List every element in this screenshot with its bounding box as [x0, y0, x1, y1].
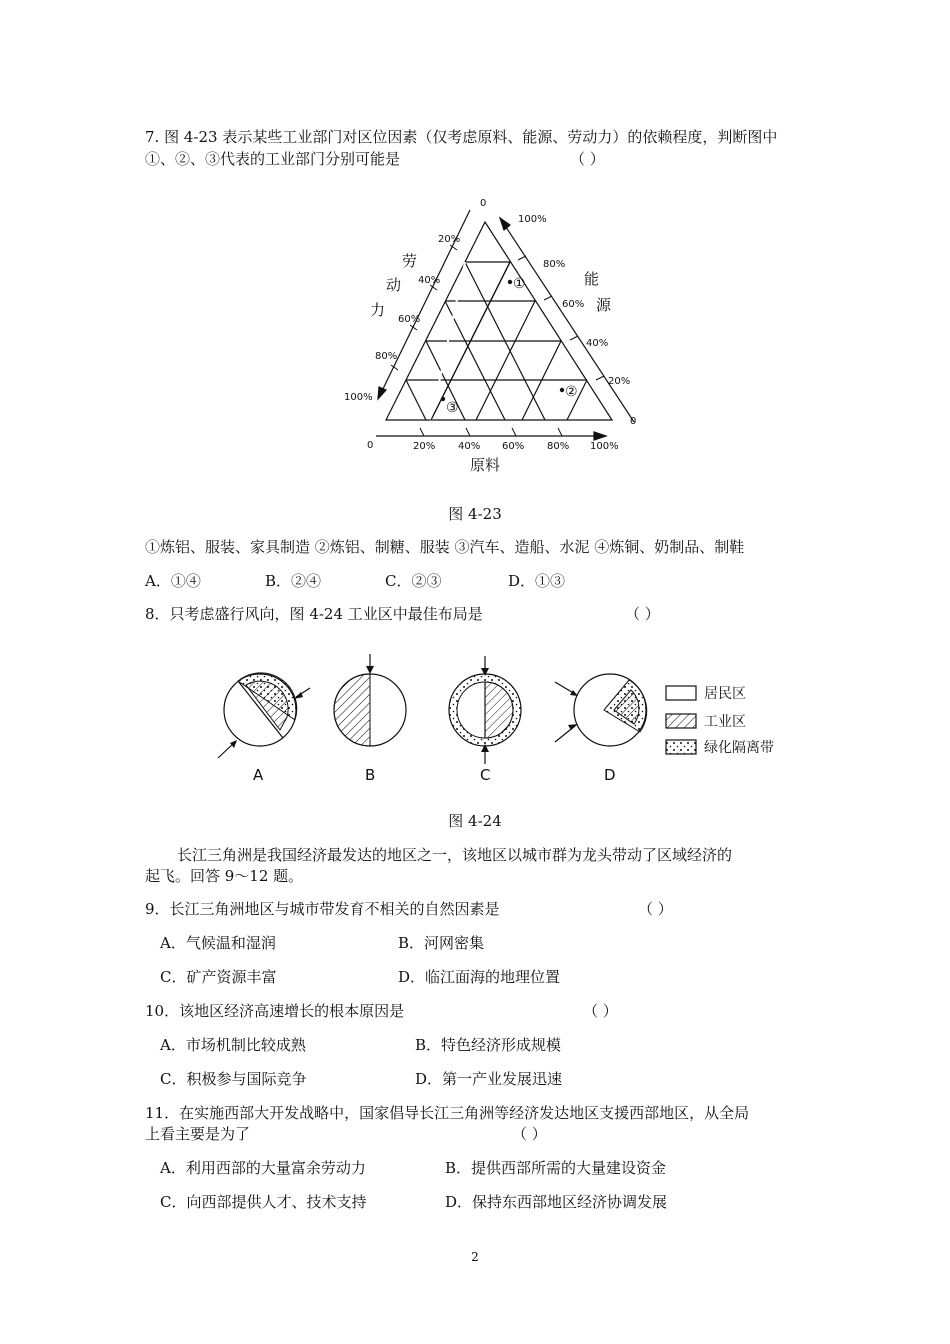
- right-tick-0: 0: [630, 416, 637, 427]
- q7-line1: 7. 图 4-23 表示某些工业部门对区位因素（仅考虑原料、能源、劳动力）的依赖程度，判断图中: [145, 128, 778, 146]
- q11-option-b[interactable]: B．提供西部所需的大量建设资金: [445, 1159, 667, 1177]
- q7-statement: ①炼铝、服装、家具制造 ②炼铝、制糖、服装 ③汽车、造船、水泥 ④炼铜、奶制品、制鞋: [145, 538, 745, 556]
- q8-text: 8．只考虑盛行风向，图 4-24 工业区中最佳布局是: [145, 605, 483, 623]
- left-tick-20: 20%: [438, 234, 461, 245]
- right-tick-80: 80%: [543, 259, 566, 270]
- bottom-tick-20: 20%: [413, 441, 436, 452]
- material-label: 原料: [470, 456, 501, 474]
- legend-residential: 居民区: [704, 686, 746, 702]
- legend-greenbelt: 绿化隔离带: [704, 740, 774, 756]
- legend-industrial: 工业区: [704, 714, 746, 730]
- energy-label-1: 能: [584, 270, 600, 288]
- left-tick-80: 80%: [375, 351, 398, 362]
- bottom-tick-40: 40%: [458, 441, 481, 452]
- q11-line2: 上看主要是为了: [145, 1125, 251, 1143]
- q10-option-c[interactable]: C．积极参与国际竞争: [160, 1070, 307, 1088]
- q7-line2: ①、②、③代表的工业部门分别可能是: [145, 150, 401, 168]
- labor-label-3: 力: [370, 301, 386, 319]
- circle-c-label: C: [480, 766, 491, 784]
- q11-option-d[interactable]: D．保持东西部地区经济协调发展: [445, 1193, 668, 1211]
- right-tick-100: 100%: [518, 214, 547, 225]
- energy-label-2: 源: [596, 296, 612, 314]
- point-3-label: ③: [446, 400, 459, 416]
- left-tick-60: 60%: [398, 314, 421, 325]
- point-1-label: ①: [513, 276, 526, 292]
- bottom-tick-0: 0: [367, 440, 374, 451]
- q11-line1: 11．在实施西部大开发战略中，国家倡导长江三角洲等经济发达地区支援西部地区，从全局: [145, 1104, 750, 1122]
- intro-line2: 起飞。回答 9～12 题。: [145, 867, 304, 885]
- q7-option-d[interactable]: D．①③: [508, 572, 566, 590]
- q8-paren: （ ）: [625, 605, 660, 623]
- right-tick-40: 40%: [586, 338, 609, 349]
- q10-paren: （ ）: [583, 1002, 618, 1020]
- q9-option-d[interactable]: D．临江面海的地理位置: [398, 968, 561, 986]
- circle-b-label: B: [365, 766, 376, 784]
- circle-d: [555, 674, 647, 784]
- layout-diagram: [210, 650, 790, 790]
- q10-option-a[interactable]: A．市场机制比较成熟: [160, 1036, 306, 1054]
- q7-paren: （ ）: [570, 150, 605, 168]
- q9-option-a[interactable]: A．气候温和湿润: [160, 934, 276, 952]
- q10-text: 10．该地区经济高速增长的根本原因是: [145, 1002, 405, 1020]
- triangle-diagram: [340, 190, 660, 480]
- labor-label-1: 劳: [402, 252, 418, 270]
- q9-option-c[interactable]: C．矿产资源丰富: [160, 968, 277, 986]
- bottom-tick-100: 100%: [590, 441, 619, 452]
- intro-line1: 长江三角洲是我国经济最发达的地区之一，该地区以城市群为龙头带动了区域经济的: [177, 846, 733, 864]
- legend: [666, 686, 774, 756]
- right-tick-20: 20%: [608, 376, 631, 387]
- q7-option-b[interactable]: B．②④: [265, 572, 322, 590]
- labor-label-2: 动: [386, 276, 402, 294]
- left-tick-40: 40%: [418, 275, 441, 286]
- q11-paren: （ ）: [512, 1125, 547, 1143]
- point-2-label: ②: [565, 384, 578, 400]
- bottom-tick-80: 80%: [547, 441, 570, 452]
- q9-paren: （ ）: [638, 900, 673, 918]
- figure-4-23-caption: 图 4-23: [448, 505, 502, 523]
- top-zero-label: 0: [480, 198, 487, 209]
- page-number: 2: [471, 1250, 479, 1264]
- q10-option-b[interactable]: B．特色经济形成规模: [415, 1036, 562, 1054]
- left-tick-100: 100%: [344, 392, 373, 403]
- right-tick-60: 60%: [562, 299, 585, 310]
- q11-option-c[interactable]: C．向西部提供人才、技术支持: [160, 1193, 367, 1211]
- q9-option-b[interactable]: B．河网密集: [398, 934, 485, 952]
- circle-d-label: D: [604, 766, 616, 784]
- q7-option-c[interactable]: C．②③: [385, 572, 442, 590]
- q7-option-a[interactable]: A．①④: [145, 572, 201, 590]
- circle-a: [218, 673, 310, 784]
- figure-4-24-caption: 图 4-24: [448, 812, 502, 830]
- circle-a-label: A: [253, 766, 264, 784]
- circle-b: [334, 654, 406, 784]
- circle-c: [449, 656, 521, 784]
- bottom-tick-60: 60%: [502, 441, 525, 452]
- q9-text: 9．长江三角洲地区与城市带发育不相关的自然因素是: [145, 900, 500, 918]
- q10-option-d[interactable]: D．第一产业发展迅速: [415, 1070, 563, 1088]
- q11-option-a[interactable]: A．利用西部的大量富余劳动力: [160, 1159, 366, 1177]
